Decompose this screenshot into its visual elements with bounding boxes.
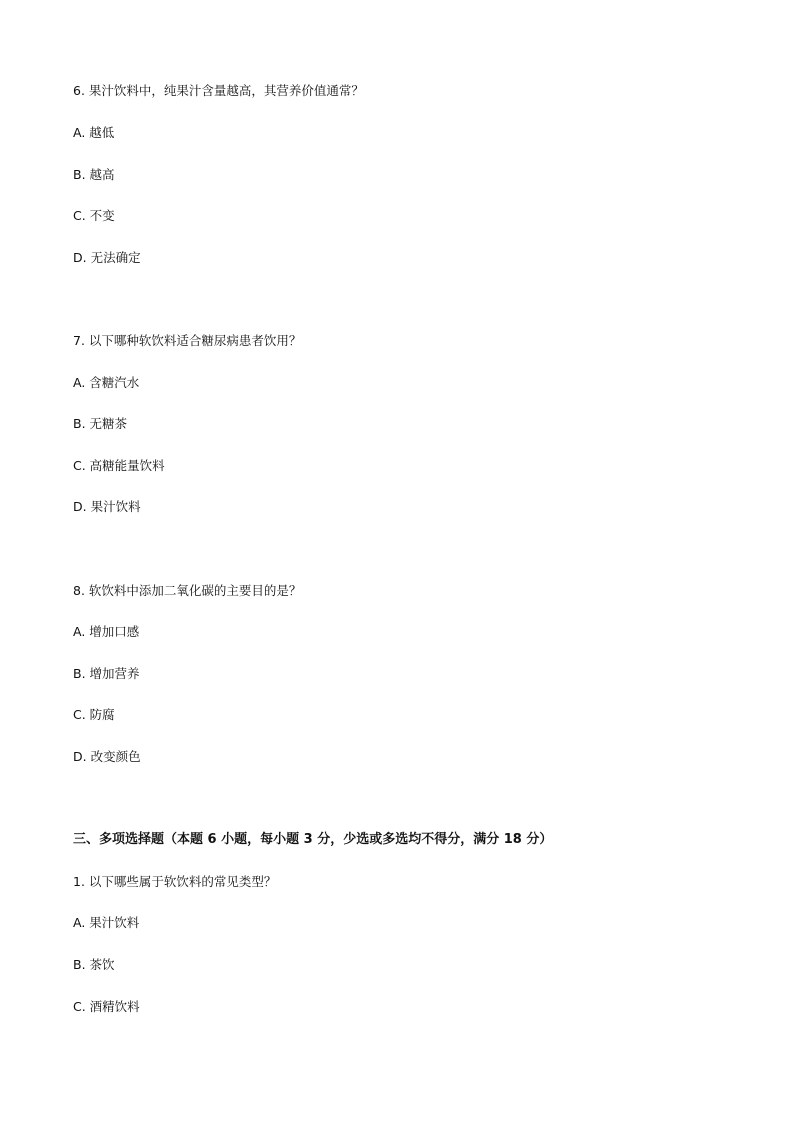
mc-question-1-option-b: B. 茶饮 bbox=[73, 957, 115, 972]
question-8-option-c: C. 防腐 bbox=[73, 707, 115, 722]
question-8-option-d: D. 改变颜色 bbox=[73, 749, 141, 764]
question-8-stem: 8. 软饮料中添加二氧化碳的主要目的是？ bbox=[73, 583, 302, 598]
mc-question-1-option-c: C. 酒精饮料 bbox=[73, 999, 140, 1014]
question-7-option-b: B. 无糖茶 bbox=[73, 416, 128, 431]
mc-question-1-stem: 1. 以下哪些属于软饮料的常见类型？ bbox=[73, 874, 277, 889]
question-8-option-a: A. 增加口感 bbox=[73, 624, 140, 639]
question-7-option-a: A. 含糖汽水 bbox=[73, 375, 140, 390]
question-8-option-b: B. 增加营养 bbox=[73, 666, 140, 681]
question-6-option-b: B. 越高 bbox=[73, 167, 115, 182]
question-7-option-d: D. 果汁饮料 bbox=[73, 499, 141, 514]
question-6-stem: 6. 果汁饮料中，纯果汁含量越高，其营养价值通常？ bbox=[73, 83, 364, 98]
question-6-option-a: A. 越低 bbox=[73, 125, 115, 140]
question-7-option-c: C. 高糖能量饮料 bbox=[73, 458, 165, 473]
section-3-heading: 三、多项选择题（本题 6 小题，每小题 3 分，少选或多选均不得分，满分 18 分） bbox=[73, 832, 553, 847]
question-7-stem: 7. 以下哪种软饮料适合糖尿病患者饮用？ bbox=[73, 333, 302, 348]
question-6-option-c: C. 不变 bbox=[73, 208, 115, 223]
question-6-option-d: D. 无法确定 bbox=[73, 250, 141, 265]
mc-question-1-option-a: A. 果汁饮料 bbox=[73, 915, 140, 930]
